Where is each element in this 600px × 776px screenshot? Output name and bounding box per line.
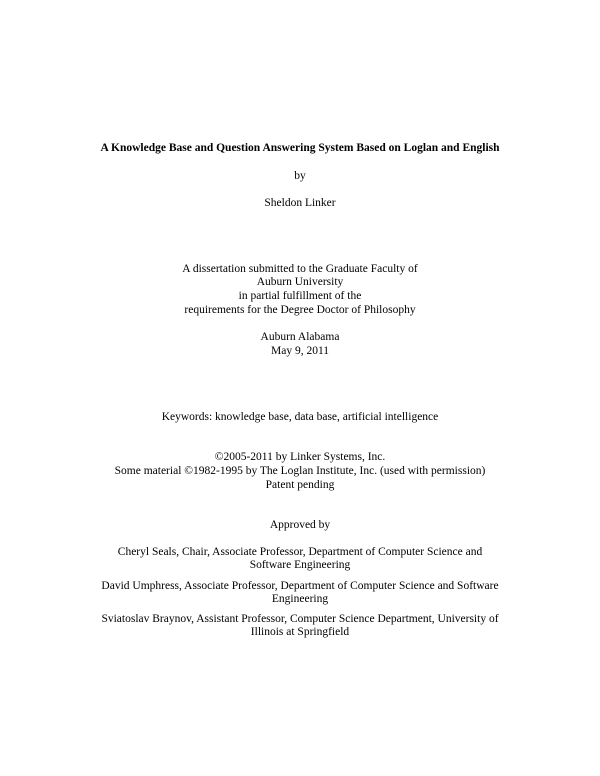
location: Auburn Alabama — [260, 331, 340, 343]
submission-line-1: A dissertation submitted to the Graduate Faculty of — [182, 263, 418, 275]
committee-member-3: Sviatoslav Braynov, Assistant Professor, Computer Science Department, University of Illinois at Springfield — [101, 613, 499, 638]
dissertation-title: A Knowledge Base and Question Answering System Based on Loglan and English — [100, 142, 500, 154]
copyright-line-2: Some material ©1982-1995 by The Loglan Institute, Inc. (used with permission) — [114, 465, 486, 477]
author-name: Sheldon Linker — [264, 197, 336, 209]
copyright-line-3: Patent pending — [265, 479, 335, 491]
approved-by-label: Approved by — [269, 519, 331, 531]
submission-line-4: requirements for the Degree Doctor of Philosophy — [184, 304, 416, 316]
submission-line-3: in partial fulfillment of the — [238, 290, 362, 302]
keywords: Keywords: knowledge base, data base, artificial intelligence — [161, 411, 439, 423]
committee-member-2: David Umphress, Associate Professor, Department of Computer Science and Software Engineering — [101, 580, 499, 605]
by-label: by — [294, 170, 306, 182]
committee-member-1: Cheryl Seals, Chair, Associate Professor, Department of Computer Science and Software Engineering — [117, 546, 483, 571]
date: May 9, 2011 — [270, 345, 330, 357]
copyright-line-1: ©2005-2011 by Linker Systems, Inc. — [214, 451, 386, 463]
submission-line-2: Auburn University — [256, 276, 344, 288]
